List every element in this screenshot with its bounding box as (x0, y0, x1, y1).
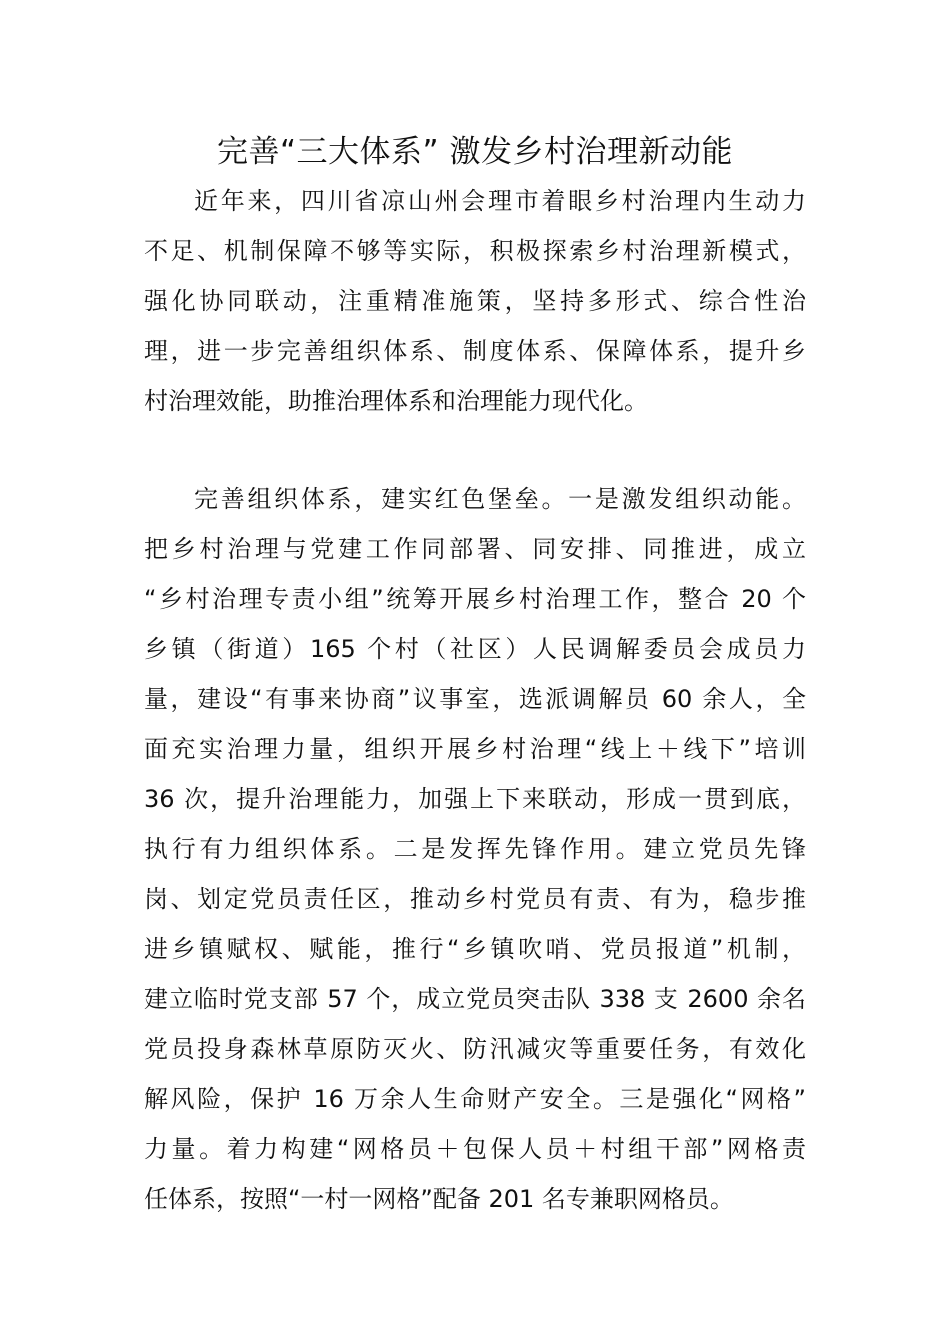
text-line: 把乡村治理与党建工作同部署、同安排、同推进，成立 (144, 535, 806, 563)
text-line: 完善组织体系，建实红色堡垒。一是激发组织动能。 (194, 485, 806, 513)
text-line: 进乡镇赋权、赋能，推行“乡镇吹哨、党员报道”机制， (144, 935, 806, 963)
text-line: 36 次，提升治理能力，加强上下来联动，形成一贯到底， (144, 785, 806, 813)
paragraph-intro (144, 176, 806, 426)
text-line: 理，进一步完善组织体系、制度体系、保障体系，提升乡 (144, 337, 806, 365)
text-line: 近年来，四川省凉山州会理市着眼乡村治理内生动力 (194, 187, 806, 215)
text-line: 不足、机制保障不够等实际，积极探索乡村治理新模式， (144, 237, 806, 265)
text-line: “乡村治理专责小组”统筹开展乡村治理工作，整合 20 个 (144, 585, 806, 613)
text-line: 面充实治理力量，组织开展乡村治理“线上＋线下”培训 (144, 735, 806, 763)
text-line: 党员投身森林草原防灭火、防汛减灾等重要任务，有效化 (144, 1035, 806, 1063)
document-title: 完善“三大体系” 激发乡村治理新动能 (217, 134, 733, 170)
paragraph-organization-system (144, 474, 806, 1224)
text-line: 建立临时党支部 57 个，成立党员突击队 338 支 2600 余名 (144, 985, 806, 1013)
text-line: 强化协同联动，注重精准施策，坚持多形式、综合性治 (144, 287, 806, 315)
text-line: 任体系，按照“一村一网格”配备 201 名专兼职网格员。 (144, 1185, 734, 1213)
text-line: 岗、划定党员责任区，推动乡村党员有责、有为，稳步推 (144, 885, 806, 913)
text-line: 量，建设“有事来协商”议事室，选派调解员 60 余人，全 (144, 685, 806, 713)
text-line: 力量。着力构建“网格员＋包保人员＋村组干部”网格责 (144, 1135, 806, 1163)
text-line: 解风险，保护 16 万余人生命财产安全。三是强化“网格” (144, 1085, 806, 1113)
text-line: 乡镇（街道）165 个村（社区）人民调解委员会成员力 (144, 635, 806, 663)
text-line: 执行有力组织体系。二是发挥先锋作用。建立党员先锋 (144, 835, 806, 863)
text-line: 村治理效能，助推治理体系和治理能力现代化。 (144, 387, 648, 415)
